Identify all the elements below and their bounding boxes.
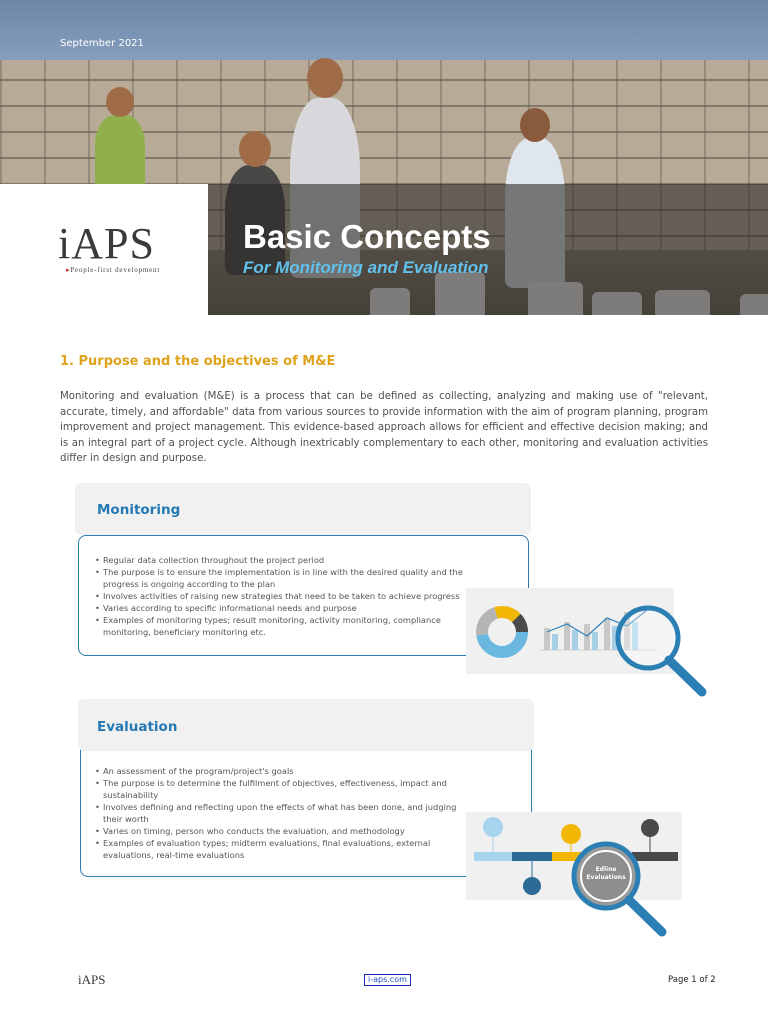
footer-logo: iAPS [78,972,106,987]
evaluation-illustration [466,812,686,938]
tagline-text: People-first development [70,266,161,274]
magnifier-label: Edline Evaluations [586,866,626,881]
monitoring-bullet-list [95,554,465,638]
list-item: • Examples of evaluation types; midterm evaluations, final evaluations, external evaluations, real-time evaluations [95,837,465,861]
list-item: • Examples of monitoring types; result monitoring, activity monitoring, compliance monitoring, beneficiary monitoring etc. [95,614,465,638]
intro-paragraph: Monitoring and evaluation (M&E) is a process that can be defined as collecting, analyzing and making use of "relevant, accurate, timely, and affordable" data from various sources to provide information with the aim of program planning, program improvement and project management. This evidence-based approach allows for efficient and effective decision making; and is an integral part of a project cycle. Although inextricably complementary to each other, monitoring and evaluation activities differ in design and purpose. [60,391,708,464]
monitoring-title: Monitoring [97,502,181,518]
list-item: • The purpose is to determine the fulfilment of objectives, effectiveness, impact and sustainability [95,777,465,801]
list-item: • Varies on timing, person who conducts the evaluation, and methodology [95,825,465,837]
list-item: • Varies according to specific informational needs and purpose [95,602,465,614]
evaluation-title: Evaluation [97,719,178,735]
monitoring-illustration [466,588,711,700]
list-item: • The purpose is to ensure the implementation is in line with the desired quality and the progress is ongoing according to the plan [95,566,465,590]
list-item: • An assessment of the program/project's goals [95,765,465,777]
document-title: Basic Concepts [243,218,491,255]
list-item: • Involves defining and reflecting upon the effects of what has been done, and judging their worth [95,801,465,825]
page-number: Page 1 of 2 [668,975,716,985]
tagline-arrow-icon: ▸ [66,266,71,274]
list-item: • Involves activities of raising new strategies that need to be taken to achieve progress [95,590,465,602]
photo-child [95,115,145,190]
publication-date: September 2021 [60,38,144,49]
logo-wordmark: iAPS [58,219,155,268]
logo-tagline [66,266,160,274]
magnifier-icon [618,608,702,692]
section-heading: 1. Purpose and the objectives of M&E [60,354,336,369]
evaluation-bullet-list [95,765,465,861]
website-link[interactable]: i-aps.com [364,974,411,986]
iaps-logo [58,220,188,280]
document-subtitle: For Monitoring and Evaluation [243,258,489,277]
list-item: • Regular data collection throughout the project period [95,554,465,566]
